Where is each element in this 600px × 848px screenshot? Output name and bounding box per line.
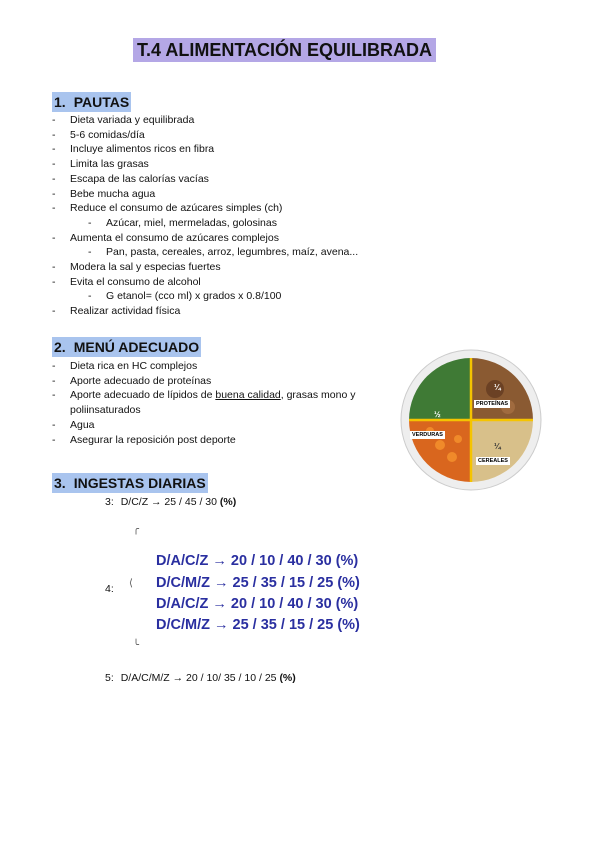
section-heading-menu	[52, 337, 201, 357]
section-heading-ingestas	[52, 473, 208, 493]
plate-fraction-cereales: ¼	[494, 442, 501, 451]
line-text: D/C/Z → 25 / 45 / 30	[120, 496, 217, 508]
list-item: - Dieta variada y equilibrada	[52, 113, 358, 128]
plate-illustration	[400, 349, 542, 491]
sub-list-item: - Pan, pasta, cereales, arroz, legumbres, maíz, avena...	[52, 245, 358, 260]
section-title: MENÚ ADECUADO	[73, 339, 200, 355]
bracket-mark-top: ╭	[133, 524, 140, 535]
list-item: - Incluye alimentos ricos en fibra	[52, 142, 358, 157]
section-number: 3.	[54, 475, 66, 491]
list-item: - Aporte adecuado de proteínas	[52, 374, 355, 389]
section-number: 1.	[54, 94, 66, 110]
plate-fraction-proteinas: ¼	[494, 383, 501, 392]
plate-fraction-verduras: ½	[434, 410, 441, 419]
pautas-list	[52, 113, 358, 319]
ingesta-line-5	[105, 671, 296, 685]
list-item: - Escapa de las calorías vacías	[52, 172, 358, 187]
plate-label-proteinas: PROTEÍNAS	[476, 401, 509, 407]
list-item: - Evita el consumo de alcohol	[52, 275, 358, 290]
healthy-plate-image	[400, 349, 542, 491]
menu-list	[52, 359, 355, 447]
list-item: - Aumenta el consumo de azúcares complejos	[52, 231, 358, 246]
section-number: 2.	[54, 339, 66, 355]
list-item: - Dieta rica en HC complejos	[52, 359, 355, 374]
list-item: - Bebe mucha agua	[52, 187, 358, 202]
section-title: INGESTAS DIARIAS	[73, 475, 206, 491]
line-text: D/A/C/M/Z → 20 / 10/ 35 / 10 / 25	[120, 672, 277, 684]
list-item: - Asegurar la reposición post deporte	[52, 433, 355, 448]
list-item: - Reduce el consumo de azúcares simples (ch)	[52, 201, 358, 216]
line-number-4: 4:	[105, 583, 114, 595]
ingesta-line-3	[105, 495, 236, 509]
page-title: T.4 ALIMENTACIÓN EQUILIBRADA	[133, 38, 436, 62]
bracket-mark-bottom: ╰	[133, 640, 140, 651]
line-unit: (%)	[279, 672, 296, 684]
list-item: - Modera la sal y especias fuertes	[52, 260, 358, 275]
sub-list-item: - G etanol= (cco ml) x grados x 0.8/100	[52, 289, 358, 304]
list-item	[52, 388, 355, 403]
list-item: - Limita las grasas	[52, 157, 358, 172]
plate-label-cereales: CEREALES	[478, 458, 508, 464]
section-heading-pautas	[52, 92, 131, 112]
section-title: PAUTAS	[73, 94, 130, 110]
ingesta-option: D/C/M/Z → 25 / 35 / 15 / 25 (%)	[156, 575, 360, 591]
plate-label-verduras: VERDURAS	[412, 432, 443, 438]
bracket-mark-middle: ⟨	[129, 578, 133, 589]
line-number: 3:	[105, 496, 114, 508]
list-item: - 5-6 comidas/día	[52, 128, 358, 143]
sub-list-item: - Azúcar, miel, mermeladas, golosinas	[52, 216, 358, 231]
list-item-continuation: poliinsaturados	[70, 404, 141, 417]
text: , grasas mono y	[280, 389, 356, 402]
underlined-text: buena calidad	[215, 389, 281, 402]
ingesta-option: D/C/M/Z → 25 / 35 / 15 / 25 (%)	[156, 617, 360, 633]
text: Aporte adecuado de lípidos de	[70, 389, 216, 402]
list-item: - Realizar actividad física	[52, 304, 358, 319]
ingesta-option: D/A/C/Z → 20 / 10 / 40 / 30 (%)	[156, 596, 359, 612]
line-number: 5:	[105, 672, 114, 684]
line-unit: (%)	[219, 496, 237, 508]
list-item: - Agua	[52, 418, 355, 433]
ingesta-option: D/A/C/Z → 20 / 10 / 40 / 30 (%)	[156, 553, 359, 569]
